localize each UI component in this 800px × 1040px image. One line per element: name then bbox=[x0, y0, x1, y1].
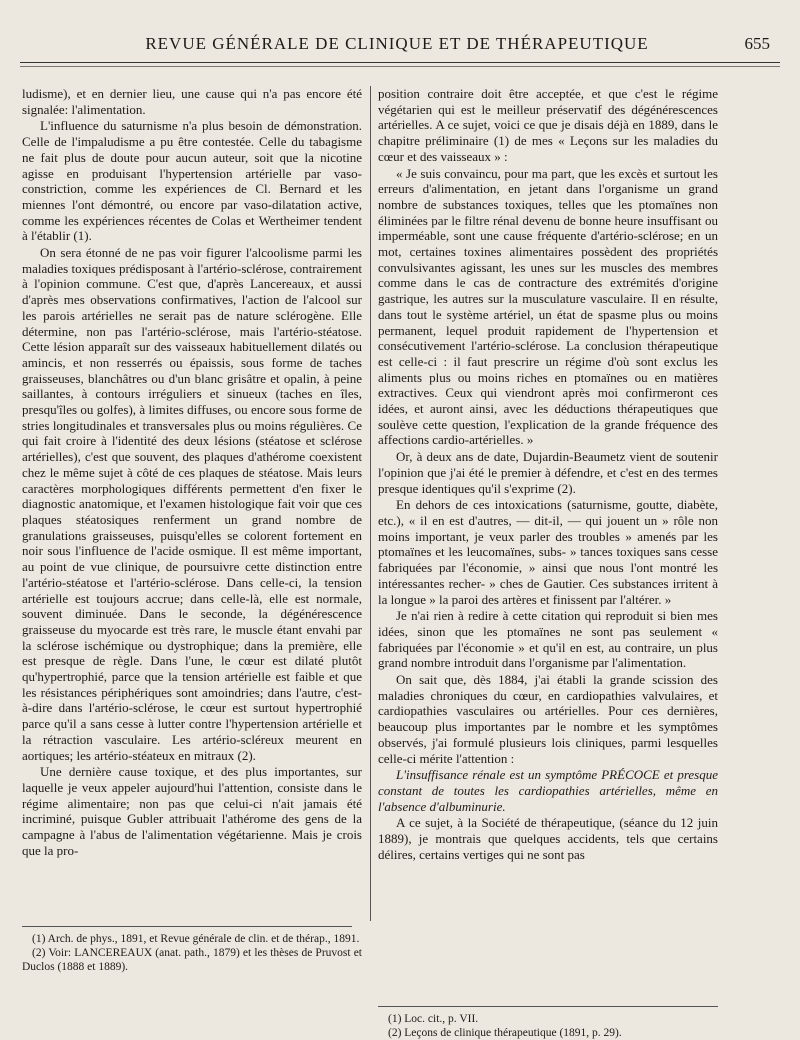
paragraph: L'influence du saturnisme n'a plus besoin de démonstration. Celle de l'impaludisme a pu être contestée. Celle du tabagisme ne fait plus de doute pour aucun auteur, soit que la nicotine agisse en produisant l'hypertension artérielle par vaso-constriction, comme les expériences de Cl. Bernard et les miennes l'ont démontré, ou encore par vaso-dilatation active, comme les expériences récentes de Colas et Wertheimer tendent à l'établir (1). bbox=[22, 118, 362, 244]
footnote-rule-left bbox=[22, 926, 352, 927]
paragraph: A ce sujet, à la Société de thérapeutique, (séance du 12 juin 1889), je montrais que quelques accidents, tels que certains délires, certains vertiges qui ne sont pas bbox=[378, 815, 718, 862]
paragraph: ludisme), et en dernier lieu, une cause qui n'a pas encore été signalée: l'alimentation. bbox=[22, 86, 362, 117]
footnotes-left bbox=[22, 932, 362, 974]
page-number: 655 bbox=[744, 34, 770, 53]
footnote: (1) Arch. de phys., 1891, et Revue générale de clin. et de thérap., 1891. bbox=[32, 933, 360, 945]
footnote: (2) Voir: LANCEREAUX (anat. path., 1879) et les thèses de Pruvost et Duclos (1888 et 1889). bbox=[22, 947, 362, 973]
column-divider bbox=[370, 86, 371, 921]
paragraph: Or, à deux ans de date, Dujardin-Beaumetz vient de soutenir l'opinion que j'ai été le premier à défendre, et c'est en des termes presque identiques qu'il s'exprime (2). bbox=[378, 449, 718, 496]
footnote: (1) Loc. cit., p. VII. bbox=[388, 1013, 479, 1025]
footnote: (2) Leçons de clinique thérapeutique (1891, p. 29). bbox=[388, 1027, 622, 1039]
footnote-rule-right bbox=[378, 1006, 718, 1007]
quoted-paragraph: « Je suis convaincu, pour ma part, que les excès et surtout les erreurs d'alimentation, en jetant dans l'organisme un grand nombre de substances toxiques, telles que les ptomaïnes non éliminées par le filtre rénal devenu de bonne heure insuffisant ou imperméable, sont une cause fréquente d'artério-sclérose; en un mot, certaines toxines alimentaires possèdent des propriétés convulsivantes agissant, les unes sur les muscles des membres comme dans le cas de contracture des extrémités d'origine gastrique, les autres sur la musculature vasculaire. Il en résulte, dans tout le système artériel, un état de spasme plus ou moins permanent, lequel produit rapidement de l'hypertension et consécutivement l'artério-sclérose. La conclusion thérapeutique est celle-ci : il faut prescrire un régime d'où sont exclus les aliments plus ou moins riches en ptomaïnes ou en matières extractives. Ceux qui viendront après moi confirmeront ces idées, et auront ainsi, avec les déductions thérapeutiques que soulève cette question, l'explication de la grande fréquence des affections cardio-artérielles. » bbox=[378, 165, 718, 448]
paragraph: On sait que, dès 1884, j'ai établi la grande scission des maladies chroniques du cœur, en cardiopathies valvulaires, et cardiopathies vasculaires ou artérielles. Pour ces dernières, beaucoup plus importantes par le nombre et les symptômes observés, j'ai formulé plusieurs lois cliniques, parmi lesquelles celle-ci mérite l'attention : bbox=[378, 672, 718, 766]
journal-title: REVUE GÉNÉRALE DE CLINIQUE ET DE THÉRAPEUTIQUE bbox=[145, 34, 649, 53]
paragraph: Une dernière cause toxique, et des plus importantes, sur laquelle je veux appeler aujourd'hui l'attention, consiste dans le régime alimentaire; non pas que celui-ci n'ait jamais été incriminé, puisque Gubler attribuait l'athérome des gens de la campagne à l'abus de l'alimentation végétarienne. Mais je crois que la pro- bbox=[22, 764, 362, 858]
left-column bbox=[22, 86, 362, 859]
paragraph: Je n'ai rien à redire à cette citation qui reproduit si bien mes idées, sinon que les ptomaïnes ne sont pas seulement « fabriquées par l'économie » et qu'il en est, au contraire, un plus grand nombre introduit dans l'organisme par l'alimentation. bbox=[378, 608, 718, 671]
running-header bbox=[24, 34, 770, 58]
quoted-paragraph: En dehors de ces intoxications (saturnisme, goutte, diabète, etc.), « il en est d'autres, — dit-il, — qui jouent un » rôle non moins important, je veux parler des troubles » amenés par les ptomaïnes et les leucomaïnes, subs- » tances toxiques sans cesse fabriquées par l'économie, » ainsi que nous l'ont montré les intéressantes recher- » ches de Gautier. Ces substances irritent à la longue » la paroi des artères et finissent par l'altérer. » bbox=[378, 497, 718, 607]
right-column bbox=[378, 86, 718, 863]
header-rule bbox=[20, 62, 780, 63]
footnotes-right bbox=[378, 1012, 718, 1040]
paragraph: On sera étonné de ne pas voir figurer l'alcoolisme parmi les maladies toxiques prédisposant à l'artério-sclérose, contrairement à l'opinion commune. C'est que, d'après Lancereaux, et aussi d'après mes observations confirmatives, l'action de l'alcool sur les parois artérielles ne serait pas de nature sclérogène. Elle détermine, non pas l'artério-sclérose, mais l'artério-stéatose. Cette lésion apparaît sur des vaisseaux habituellement dilatés ou amincis, et non resserrés ou épaissis, sous forme de taches graisseuses, blanchâtres ou d'un blanc grisâtre et opalin, à peine saillantes, à contours irréguliers et sinueux (taches en îles, presqu'îles ou golfes), à limites diffuses, ou encore sous forme de stries longitudinales et transversales plus ou moins régulières. Ce qui fait croire à l'identité des deux lésions (stéatose et sclérose artérielles), c'est que souvent, des plaques d'athérome coexistent chez le même sujet à côté de ces plaques de stéatose. Mais leurs caractères morphologiques différents permettent d'en fixer le diagnostic anatomique, et l'examen histologique fait voir que ces plaques stéatosiques renferment un grand nombre de granulations graisseuses, puisqu'elles se colorent fortement en noir sous l'influence de l'acide osmique. Il est même important, au point de vue clinique, de poursuivre cette distinction entre l'artério-stéatose et l'artério-sclérose. Dans celle-ci, la tension artérielle est toujours accrue; dans celle-là, elle est normale, souvent diminuée. Dans le seconde, la dégénérescence graisseuse du myocarde est très rare, le muscle étant envahi par la sclérose ischémique ou dystrophique; dans la première, elle est presque de règle. Dans l'une, le cœur est dilaté plutôt qu'hypertrophié, parce que la tension artérielle est faible et que les résistances périphériques sont amoindries; dans l'autre, c'est-à-dire dans l'artério-sclérose, le cœur est surtout hypertrophié parce qu'il a sans cesse à lutter contre l'hypertension artérielle et la rétraction vasculaire. Les artério-scléreux meurent en aortiques; les artério-stéateux en mitraux (2). bbox=[22, 245, 362, 763]
clinical-law: L'insuffisance rénale est un symptôme PRÉCOCE et presque constant de toutes les cardiopathies artérielles, même en l'absence d'albuminurie. bbox=[378, 767, 718, 814]
paragraph: position contraire doit être acceptée, et que c'est le régime végétarien qui est le meilleur préservatif des dégénérescences artérielles. A ce sujet, voici ce que je disais déjà en 1889, dans le chapitre préliminaire (1) de mes « Leçons sur les maladies du cœur et des vaisseaux » : bbox=[378, 86, 718, 164]
header-rule-thin bbox=[20, 66, 780, 67]
